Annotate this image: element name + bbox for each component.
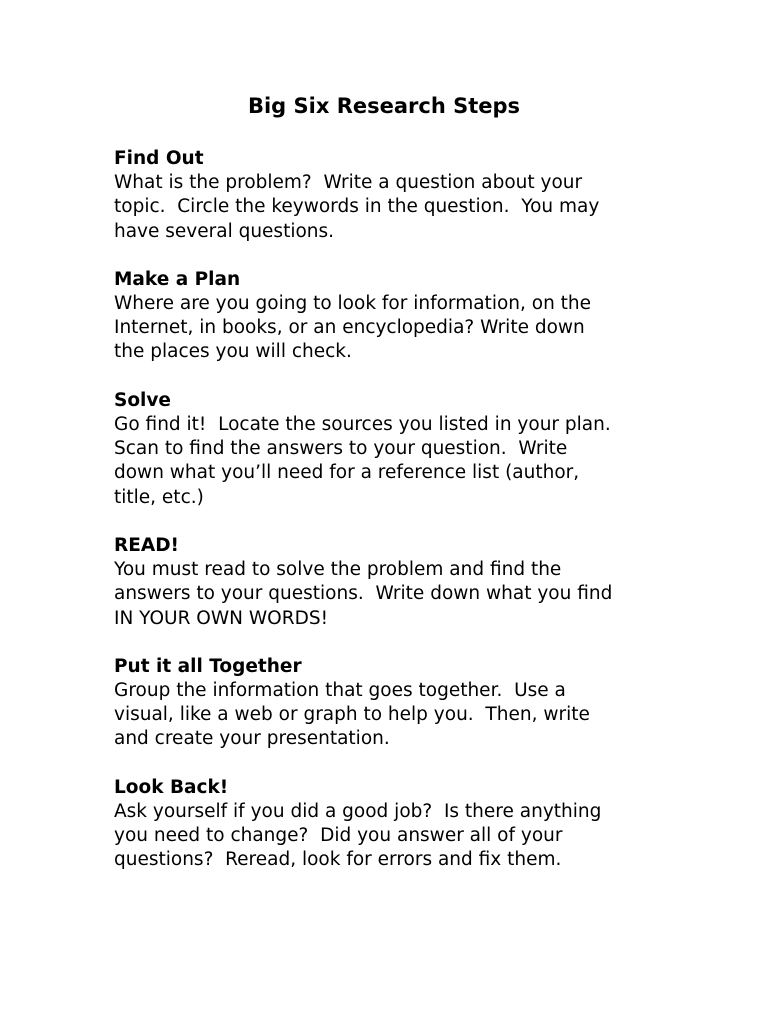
step-text-line: questions? Reread, look for errors and fix them.	[114, 849, 562, 871]
step-heading: Look Back!	[114, 776, 229, 798]
step-find-out	[114, 147, 694, 244]
step-text-line: the places you will check.	[114, 341, 352, 363]
step-put-it-all-together	[114, 655, 694, 752]
step-text-line: Group the information that goes together. Use a	[114, 679, 566, 701]
step-text-line: topic. Circle the keywords in the question. You may	[114, 196, 600, 218]
step-look-back	[114, 776, 694, 873]
step-text-line: Go find it! Locate the sources you listed in your plan.	[114, 413, 611, 435]
step-text-line: visual, like a web or graph to help you. Then, write	[114, 704, 590, 726]
step-text-line: title, etc.)	[114, 486, 204, 508]
step-make-a-plan	[114, 268, 694, 365]
step-heading: Find Out	[114, 148, 204, 169]
step-text-line: you need to change? Did you answer all of your	[114, 825, 563, 847]
step-text-line: and create your presentation.	[114, 728, 390, 750]
step-text-line: You must read to solve the problem and find the	[114, 558, 562, 580]
step-text-line: Scan to find the answers to your question. Write	[114, 438, 568, 460]
step-heading: Solve	[114, 389, 171, 411]
step-read	[114, 534, 694, 631]
step-text-line: answers to your questions. Write down what you find	[114, 583, 613, 605]
step-text-line: Where are you going to look for information, on the	[114, 292, 592, 314]
step-text-line: have several questions.	[114, 220, 335, 242]
step-text-line: IN YOUR OWN WORDS!	[114, 607, 328, 629]
steps-list	[114, 147, 694, 897]
step-heading: Put it all Together	[114, 655, 302, 677]
step-text-line: down what you’ll need for a reference list (author,	[114, 462, 580, 484]
document-title: Big Six Research Steps	[247, 94, 521, 118]
step-heading: READ!	[114, 534, 179, 556]
step-text-line: Ask yourself if you did a good job? Is there anything	[114, 800, 602, 822]
step-text-line: What is the problem? Write a question about your	[114, 172, 583, 193]
step-text-line: Internet, in books, or an encyclopedia? Write down	[114, 317, 585, 339]
step-solve	[114, 389, 694, 510]
step-heading: Make a Plan	[114, 268, 241, 290]
